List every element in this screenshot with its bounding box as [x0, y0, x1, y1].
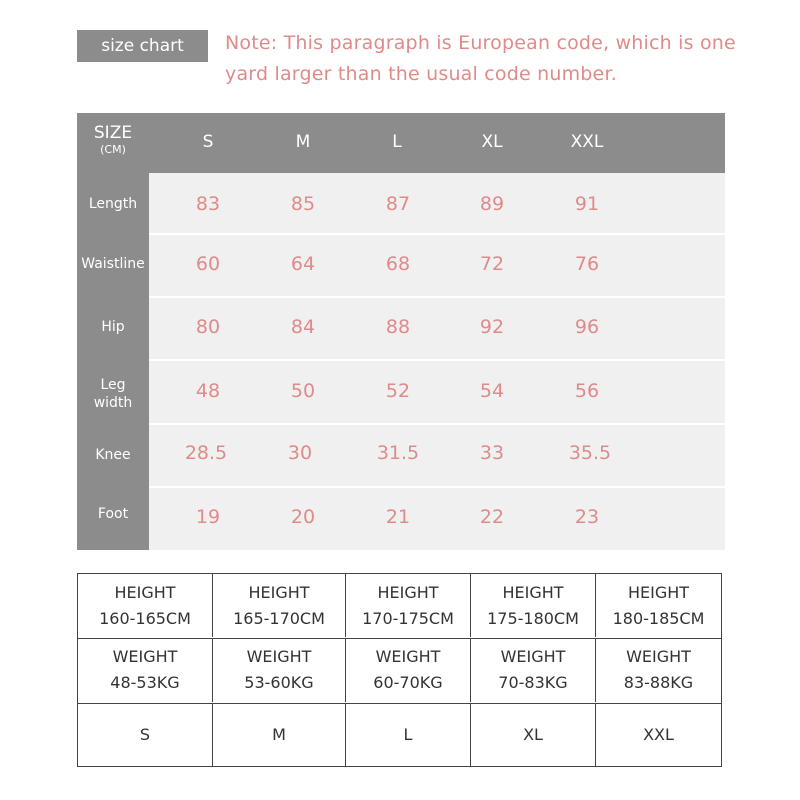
height-range: 160-165CM: [99, 608, 191, 628]
size-value: 19: [195, 506, 221, 528]
size-value: 72: [479, 253, 505, 275]
size-col-header: XXL: [570, 132, 604, 152]
size-header-title: [77, 123, 149, 157]
row-divider: [149, 233, 725, 235]
size-col-header: XL: [481, 132, 503, 152]
weight-range: 60-70KG: [373, 673, 443, 692]
height-row: [78, 574, 721, 639]
size-row: [78, 703, 721, 766]
size-cell: XXL: [643, 724, 674, 744]
size-value: 48: [195, 380, 221, 402]
weight-label: WEIGHT: [500, 647, 566, 666]
size-value: 35.5: [568, 442, 612, 464]
size-value: 52: [385, 380, 411, 402]
row-label: Leg width: [93, 377, 133, 411]
height-weight-table: [77, 573, 722, 767]
weight-range: 83-88KG: [623, 673, 694, 692]
size-value: 85: [290, 193, 316, 215]
size-col-header: M: [295, 132, 311, 152]
measurement-label-column: [77, 173, 149, 550]
size-value: 87: [385, 193, 411, 215]
size-value: 31.5: [376, 442, 420, 464]
weight-range: 48-53KG: [110, 673, 180, 692]
weight-label: WEIGHT: [112, 647, 178, 666]
height-cell: [471, 574, 596, 637]
weight-label: WEIGHT: [375, 647, 441, 666]
weight-cell: [78, 638, 213, 702]
height-label: HEIGHT: [114, 582, 176, 602]
size-value: 33: [479, 442, 505, 464]
weight-range: 53-60KG: [244, 673, 314, 692]
height-range: 175-180CM: [487, 608, 579, 628]
weight-cell: [213, 638, 346, 702]
weight-range: 70-83KG: [498, 673, 568, 692]
size-cell: XL: [471, 703, 596, 766]
weight-label: WEIGHT: [246, 647, 312, 666]
weight-row: [78, 638, 721, 704]
size-value: 22: [479, 506, 505, 528]
size-value: 28.5: [184, 442, 228, 464]
size-value: 50: [290, 380, 316, 402]
height-label: HEIGHT: [377, 582, 439, 602]
row-label: Knee: [95, 447, 131, 463]
row-label: Hip: [101, 319, 125, 335]
size-title: SIZE: [93, 123, 133, 143]
height-label: HEIGHT: [502, 582, 564, 602]
size-chart-tag: size chart: [77, 30, 208, 62]
height-cell: [596, 574, 721, 637]
size-table: [77, 113, 725, 550]
size-unit: (CM): [100, 143, 126, 156]
size-value: 83: [195, 193, 221, 215]
row-divider: [149, 423, 725, 425]
height-cell: [346, 574, 471, 637]
size-col-header: S: [202, 132, 214, 152]
size-cell: S: [78, 703, 213, 766]
weight-label: WEIGHT: [626, 647, 691, 666]
size-value: 23: [574, 506, 600, 528]
size-value: 96: [574, 316, 600, 338]
row-divider: [149, 359, 725, 361]
size-value: 80: [195, 316, 221, 338]
weight-cell: [471, 638, 596, 702]
note-text: Note: This paragraph is European code, which is one yard larger than the usual code number.: [225, 32, 736, 85]
size-value: 54: [479, 380, 505, 402]
height-label: HEIGHT: [248, 582, 310, 602]
row-label: Length: [88, 196, 138, 212]
size-value: 20: [290, 506, 316, 528]
size-value: 92: [479, 316, 505, 338]
size-table-header: [77, 113, 725, 173]
row-label: Waistline: [81, 256, 145, 272]
size-value: 64: [290, 253, 316, 275]
height-range: 170-175CM: [362, 608, 454, 628]
size-cell: M: [213, 703, 346, 766]
size-value: 76: [574, 253, 600, 275]
height-range: 180-185CM: [612, 608, 705, 628]
size-cell: L: [346, 703, 471, 766]
weight-cell: [596, 638, 721, 702]
size-value: 60: [195, 253, 221, 275]
size-value: 56: [574, 380, 600, 402]
size-value: 68: [385, 253, 411, 275]
weight-cell: [346, 638, 471, 702]
size-col-header: L: [392, 132, 402, 152]
size-value: 21: [385, 506, 411, 528]
row-label: Foot: [97, 506, 129, 522]
height-label: HEIGHT: [627, 582, 690, 602]
height-range: 165-170CM: [233, 608, 325, 628]
size-value: 84: [290, 316, 316, 338]
size-value: 91: [574, 193, 600, 215]
height-cell: [213, 574, 346, 637]
height-cell: [78, 574, 213, 637]
size-value: 89: [479, 193, 505, 215]
row-divider: [149, 486, 725, 488]
row-divider: [149, 296, 725, 298]
size-value: 88: [385, 316, 411, 338]
size-value: 30: [287, 442, 313, 464]
size-value-grid: [149, 173, 725, 550]
